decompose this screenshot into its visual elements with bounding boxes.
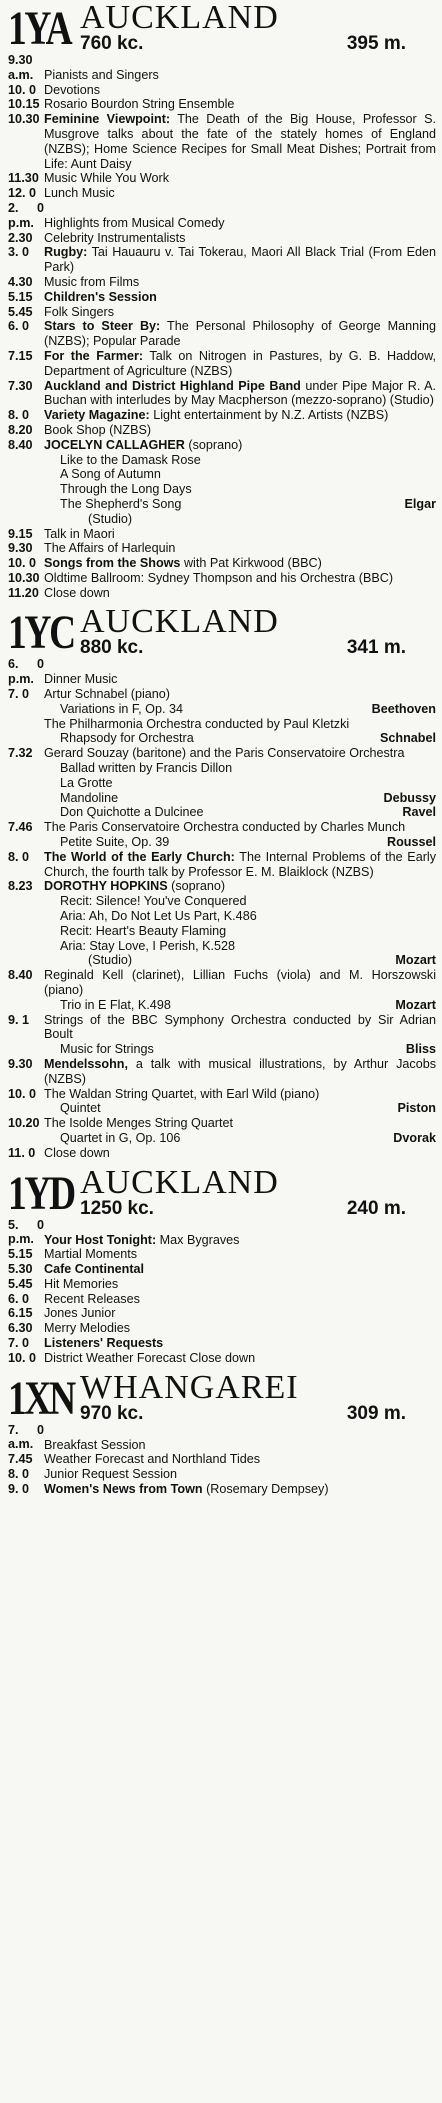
- programme-time: 10. 0: [8, 82, 37, 97]
- callsign: 1YD: [8, 1166, 74, 1220]
- programme-entry: 7.32 Gerard Souzay (baritone) and the Paris Conservatoire Orchestra: [8, 746, 405, 761]
- programme-time: 11.30: [8, 171, 39, 186]
- recital-item: Like to the Damask Rose: [60, 452, 201, 467]
- recital-entry: 8.40 JOCELYN CALLAGHER (soprano): [8, 437, 243, 452]
- programme-title: Auckland and District Highland Pipe Band: [44, 378, 301, 393]
- programme-time: 7. 0 a.m.: [8, 1422, 44, 1452]
- programme-entry: [8, 1306, 436, 1321]
- programme-entry: [8, 527, 436, 542]
- programme-entry: [8, 408, 436, 423]
- programme-time: 10.30: [8, 570, 40, 585]
- programme-description: Breakfast Session: [44, 1437, 146, 1452]
- station-1yc: [8, 604, 436, 1160]
- programme-title: Stars to Steer By:: [44, 319, 161, 334]
- frequency: 1250 kc.: [80, 1197, 154, 1219]
- programme-time: 9. 0: [8, 1481, 30, 1496]
- performer: DOROTHY HOPKINS: [44, 879, 168, 894]
- programme-entry: [8, 231, 436, 246]
- work-line: Mandoline Debussy: [60, 790, 436, 805]
- programme-entry: [8, 1467, 436, 1482]
- programme-description: Lunch Music: [44, 186, 115, 201]
- programme-description: Folk Singers: [44, 304, 114, 319]
- programme-list: [8, 1218, 436, 1366]
- programme-description: Junior Request Session: [44, 1466, 178, 1481]
- frequency: 970 kc.: [80, 1402, 144, 1424]
- programme-entry: [8, 171, 436, 186]
- programme-time: 10.15: [8, 97, 40, 112]
- programme-list: [8, 53, 436, 438]
- work-line: Quartet in G, Op. 106 Dvorak: [60, 1130, 436, 1145]
- programme-entry: 10.20 The Isolde Menges String Quartet: [8, 1116, 234, 1131]
- programme-time: 8. 0: [8, 408, 30, 423]
- programme-title: For the Farmer:: [44, 348, 144, 363]
- work-line: Petite Suite, Op. 39 Roussel: [60, 835, 436, 850]
- programme-entry: [8, 1277, 436, 1292]
- programme-entry: 9.30 Mendelssohn, a talk with musical illustrations, by Arthur Jacobs (NZBS): [8, 1057, 436, 1086]
- programme-title: Songs from the Shows: [44, 556, 181, 571]
- programme-list: [8, 527, 436, 601]
- programme-entry: [8, 571, 436, 586]
- composer: Debussy: [383, 790, 436, 805]
- wavelength: 309 m.: [346, 1402, 406, 1424]
- programme-title: Your Host Tonight:: [44, 1232, 157, 1247]
- programme-entry: [8, 319, 436, 349]
- recital-item: Through the Long Days: [60, 482, 192, 497]
- programme-entry: [8, 53, 436, 83]
- programme-entry: [8, 83, 436, 98]
- programme-time: 12. 0: [8, 186, 37, 201]
- city-name: AUCKLAND: [80, 0, 279, 36]
- programme-description: Close down: [44, 585, 110, 600]
- programme-entry: [8, 556, 436, 571]
- programme-entry: [8, 586, 436, 601]
- programme-time: 5.15: [8, 289, 33, 304]
- programme-time: 10. 0: [8, 556, 37, 571]
- programme-description: under Pipe Major R. A. Buchan with interludes by May Macpherson (mezzo-soprano) (Studio): [44, 378, 437, 408]
- programme-entry: [8, 1423, 436, 1453]
- programme-description: Recent Releases: [44, 1291, 140, 1306]
- programme-time: 8.20: [8, 422, 33, 437]
- programme-entry: 7. 0 Artur Schnabel (piano): [8, 687, 171, 702]
- composer: Bliss: [405, 1042, 436, 1057]
- city-name: WHANGAREI: [80, 1368, 299, 1406]
- programme-time: 7.45: [8, 1452, 33, 1467]
- programme-description: Talk in Maori: [44, 526, 115, 541]
- programme-time: 10.30: [8, 112, 40, 127]
- programme-time: 11.20: [8, 585, 39, 600]
- programme-entry: [8, 1351, 436, 1366]
- programme-time: 5.15: [8, 1247, 33, 1262]
- programme-time: 2. 0 p.m.: [8, 200, 44, 230]
- programme-entry: [8, 305, 436, 320]
- programme-entry: [8, 423, 436, 438]
- programme-description: Music from Films: [44, 274, 140, 289]
- programme-title: Cafe Continental: [44, 1261, 145, 1276]
- programme-time: 7. 0: [8, 1335, 30, 1350]
- programme-entry: [8, 1452, 436, 1467]
- studio-note: (Studio): [88, 511, 133, 526]
- programme-title: Women's News from Town: [44, 1481, 203, 1496]
- programme-time: 6.15: [8, 1306, 33, 1321]
- studio-note: (Studio) Mozart: [88, 953, 436, 968]
- composer: Piston: [397, 1101, 436, 1116]
- programme-time: 6. 0: [8, 319, 30, 334]
- programme-time: 9.30 a.m.: [8, 53, 34, 82]
- programme-description: Celebrity Instrumentalists: [44, 230, 186, 245]
- station-header: [8, 1165, 436, 1218]
- programme-time: 2.30: [8, 230, 33, 245]
- composer: Mozart: [395, 953, 436, 968]
- programme-entry: [8, 201, 436, 231]
- work-line: Don Quichotte a Dulcinee Ravel: [60, 805, 436, 820]
- programme-entry: [8, 1321, 436, 1336]
- programme-description: (Rosemary Dempsey): [206, 1481, 329, 1496]
- programme-title: Children's Session: [44, 289, 157, 304]
- composer: Mozart: [395, 997, 436, 1012]
- programme-entry: 10. 0 The Waldan String Quartet, with Earl Wild (piano): [8, 1086, 320, 1101]
- programme-time: 5.30: [8, 1261, 33, 1276]
- programme-description: Max Bygraves: [159, 1232, 240, 1247]
- work-line: Ballad written by Francis Dillon: [60, 761, 233, 776]
- wavelength: 395 m.: [346, 33, 406, 54]
- programme-time: 7.15: [8, 348, 33, 363]
- programme-entry: 8. 0 The World of the Early Church: The Internal Problems of the Early Church, the fourth talk by Professor E. M. Blaiklock (NZBS): [8, 849, 436, 879]
- programme-entry: [8, 1292, 436, 1307]
- recital-item: Aria: Stay Love, I Perish, K.528: [60, 938, 236, 953]
- callsign: 1XN: [8, 1371, 74, 1425]
- frequency: 760 kc.: [80, 33, 144, 54]
- programme-entry: [8, 1482, 436, 1497]
- station-1xn: [8, 1370, 436, 1497]
- programme-description: Rosario Bourdon String Ensemble: [44, 97, 235, 112]
- programme-entry: [8, 1247, 436, 1262]
- station-header: [8, 1370, 436, 1423]
- station-1ya: [8, 0, 436, 600]
- programme-description: with Pat Kirkwood (BBC): [183, 556, 322, 571]
- programme-description: The Death of the Big House, Professor S. Musgrove talks about the fate of the stately homes of England (NZBS); Home Science Recipes for Small Meat Dishes; Portrait from Life: Aunt Daisy: [44, 112, 436, 171]
- recital-item: Recit: Silence! You've Conquered: [60, 894, 247, 909]
- work-line: Variations in F, Op. 34 Beethoven: [60, 701, 436, 716]
- programme-entry: [8, 1262, 436, 1277]
- programme-title: Rugby:: [44, 245, 88, 260]
- programme-description: Hit Memories: [44, 1276, 119, 1291]
- programme-time: 5.45: [8, 1276, 33, 1291]
- composer: Beethoven: [371, 701, 436, 716]
- programme-entry: [8, 186, 436, 201]
- programme-description: Music While You Work: [44, 171, 170, 186]
- programme-time: 5.45: [8, 304, 33, 319]
- programme-description: Oldtime Ballroom: Sydney Thompson and his Orchestra (BBC): [44, 570, 394, 585]
- programme-entry: 6. 0 p.m. Dinner Music: [8, 657, 118, 687]
- programme-time: 6.30: [8, 1321, 33, 1336]
- programme-description: Tai Hauauru v. Tai Tokerau, Maori All Black Trial (From Eden Park): [44, 245, 436, 275]
- programme-time: 5. 0 p.m.: [8, 1217, 44, 1247]
- composer: Ravel: [402, 805, 436, 820]
- programme-time: 7.30: [8, 378, 33, 393]
- programme-entry: [8, 290, 436, 305]
- programme-entry: [8, 245, 436, 275]
- programme-description: District Weather Forecast Close down: [44, 1350, 256, 1365]
- programme-description: Martial Moments: [44, 1247, 138, 1262]
- programme-entry: 8.40 Reginald Kell (clarinet), Lillian Fuchs (viola) and M. Horszowski (piano): [8, 968, 436, 998]
- programme-description: Light entertainment by N.Z. Artists (NZBS): [153, 408, 389, 423]
- programme-time: 6. 0: [8, 1291, 30, 1306]
- recital-item: Recit: Heart's Beauty Flaming: [60, 923, 227, 938]
- programme-description: Weather Forecast and Northland Tides: [44, 1452, 261, 1467]
- station-header: [8, 0, 436, 53]
- programme-time: 4.30: [8, 274, 33, 289]
- programme-description: Devotions: [44, 82, 101, 97]
- composer: Dvorak: [393, 1130, 436, 1145]
- programme-entry: [8, 1336, 436, 1351]
- station-1yd: [8, 1165, 436, 1366]
- work-line: La Grotte: [60, 775, 113, 790]
- wavelength: 341 m.: [346, 637, 406, 659]
- programme-title: Feminine Viewpoint:: [44, 112, 171, 127]
- programme-entry: The Philharmonia Orchestra conducted by Paul Kletzki: [44, 716, 350, 731]
- programme-time: 9.30: [8, 541, 33, 556]
- programme-description: Merry Melodies: [44, 1321, 131, 1336]
- recital-item: The Shepherd's Song Elgar: [60, 496, 436, 511]
- programme-entry: [8, 97, 436, 112]
- frequency: 880 kc.: [80, 637, 144, 659]
- programme-description: Highlights from Musical Comedy: [44, 215, 225, 230]
- programme-title: Variety Magazine:: [44, 408, 150, 423]
- programme-title: Listeners' Requests: [44, 1335, 164, 1350]
- programme-entry: [8, 275, 436, 290]
- programme-description: The Personal Philosophy of George Manning (NZBS); Popular Parade: [44, 319, 436, 349]
- recital-item: A Song of Autumn: [60, 467, 161, 482]
- programme-entry: 11. 0 Close down: [8, 1145, 110, 1160]
- programme-entry: [8, 379, 436, 409]
- city-name: AUCKLAND: [80, 603, 279, 641]
- recital-item: Aria: Ah, Do Not Let Us Part, K.486: [60, 909, 257, 924]
- work-line: Trio in E Flat, K.498 Mozart: [60, 997, 436, 1012]
- wavelength: 240 m.: [346, 1197, 406, 1219]
- composer: Schnabel: [380, 731, 436, 746]
- composer: Elgar: [404, 496, 436, 511]
- programme-time: 3. 0: [8, 245, 30, 260]
- programme-entry: [8, 349, 436, 379]
- programme-description: Talk on Nitrogen in Pastures, by G. B. Haddow, Department of Agriculture (NZBS): [44, 348, 437, 378]
- programme-entry: 9. 1 Strings of the BBC Symphony Orchestra conducted by Sir Adrian Boult: [8, 1012, 436, 1042]
- programme-entry: [8, 112, 436, 171]
- programme-description: Pianists and Singers: [44, 67, 159, 82]
- callsign: 1YA: [8, 2, 71, 55]
- programme-description: The Affairs of Harlequin: [44, 541, 176, 556]
- city-name: AUCKLAND: [80, 1163, 279, 1201]
- programme-entry: [8, 541, 436, 556]
- work-line: Rhapsody for Orchestra Schnabel: [60, 731, 436, 746]
- programme-time: 8. 0: [8, 1466, 30, 1481]
- programme-entry: 7.46 The Paris Conservatoire Orchestra conducted by Charles Munch: [8, 820, 406, 835]
- programme-description: Jones Junior: [44, 1306, 116, 1321]
- work-line: Music for Strings Bliss: [60, 1042, 436, 1057]
- programme-list: [8, 1423, 436, 1497]
- callsign: 1YC: [8, 606, 74, 660]
- recital-entry: 8.23 DOROTHY HOPKINS (soprano): [8, 879, 226, 894]
- composer: Roussel: [387, 835, 436, 850]
- performer: JOCELYN CALLAGHER: [44, 437, 185, 452]
- programme-time: 10. 0: [8, 1350, 37, 1365]
- programme-time: 9.15: [8, 526, 33, 541]
- programme-entry: [8, 1218, 436, 1248]
- programme-description: Book Shop (NZBS): [44, 422, 152, 437]
- work-line: Quintet Piston: [60, 1101, 436, 1116]
- station-header: [8, 603, 436, 660]
